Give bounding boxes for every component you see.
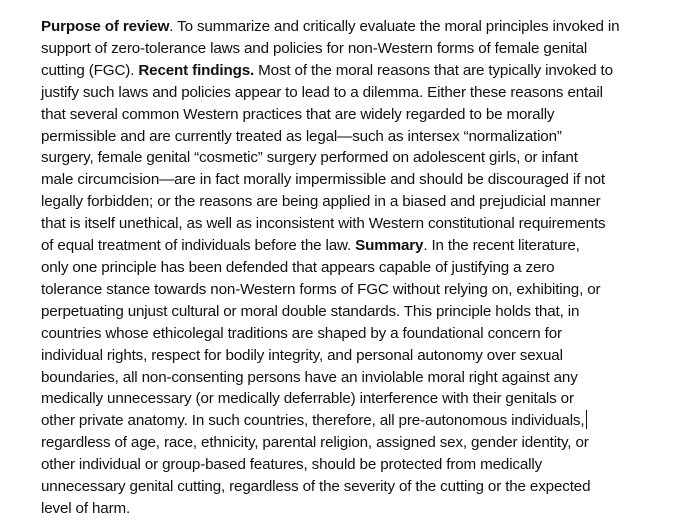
text-line (41, 323, 673, 345)
text-segment: . In the recent literature, (423, 237, 580, 255)
text-segment: only one principle has been defended that appears capable of justifying a zero (41, 258, 555, 276)
text-line (41, 82, 673, 104)
text-line (41, 235, 673, 257)
text-line (41, 38, 673, 60)
text-cursor (586, 410, 587, 429)
text-segment: Recent findings. (138, 61, 255, 79)
text-line (41, 367, 673, 389)
text-segment: countries whose ethicolegal traditions are shaped by a foundational concern for (41, 324, 562, 342)
text-line (41, 301, 673, 323)
text-line (41, 213, 673, 235)
text-line (41, 279, 673, 301)
text-segment: other individual or group-based features, should be protected from medically (41, 456, 543, 474)
text-segment: perpetuating unjust cultural or moral double standards. This principle holds that, in (41, 302, 580, 320)
text-segment: unnecessary genital cutting, regardless of the severity of the cutting or the expected (41, 478, 591, 496)
text-segment: regardless of age, race, ethnicity, parental religion, assigned sex, gender identity, or (41, 434, 589, 452)
text-line (41, 345, 673, 367)
text-segment: Summary (355, 237, 424, 255)
text-line (41, 388, 673, 410)
text-segment: male circumcision—are in fact morally impermissible and should be discouraged if not (41, 171, 605, 189)
text-segment: of equal treatment of individuals before the law. (41, 237, 356, 255)
text-segment: . To summarize and critically evaluate the moral principles invoked in (169, 18, 620, 35)
text-segment: level of harm. (41, 499, 131, 517)
text-line (41, 16, 673, 38)
text-line (41, 191, 673, 213)
text-segment: Purpose of review (41, 18, 170, 35)
text-segment: tolerance stance towards non-Western forms of FGC without relying on, exhibiting, or (41, 280, 601, 298)
text-line (41, 104, 673, 126)
text-line (41, 147, 673, 169)
text-line (41, 432, 673, 454)
text-segment: that is itself unethical, as well as inconsistent with Western constitutional requirements (41, 215, 606, 233)
text-line (41, 60, 673, 82)
text-segment: support of zero-tolerance laws and policies for non-Western forms of female genital (41, 39, 588, 57)
text-segment: individual rights, respect for bodily integrity, and personal autonomy over sexual (41, 346, 563, 364)
text-segment: that several common Western practices that are widely regarded to be morally (41, 105, 555, 123)
text-segment: justify such laws and policies appear to lead to a dilemma. Either these reasons entail (41, 83, 603, 101)
text-line (41, 169, 673, 191)
text-segment: legally forbidden; or the reasons are being applied in a biased and prejudicial manner (41, 193, 601, 211)
text-segment: boundaries, all non-consenting persons have an inviolable moral right against any (41, 368, 578, 386)
text-segment: surgery, female genital “cosmetic” surgery performed on adolescent girls, or infant (41, 149, 578, 167)
text-segment: cutting (FGC). (41, 61, 139, 79)
text-line (41, 410, 673, 432)
text-segment: other private anatomy. In such countries, therefore, all pre-autonomous individuals, (41, 412, 585, 430)
text-line (41, 454, 673, 476)
text-line (41, 476, 673, 498)
text-segment: Most of the moral reasons that are typically invoked to (254, 61, 613, 79)
text-line (41, 257, 673, 279)
text-line (41, 126, 673, 148)
text-segment: medically unnecessary (or medically deferrable) interference with their genitals or (41, 390, 574, 408)
text-line (41, 498, 673, 520)
abstract-text (41, 16, 673, 520)
text-segment: permissible and are currently treated as legal—such as intersex “normalization” (41, 127, 562, 145)
